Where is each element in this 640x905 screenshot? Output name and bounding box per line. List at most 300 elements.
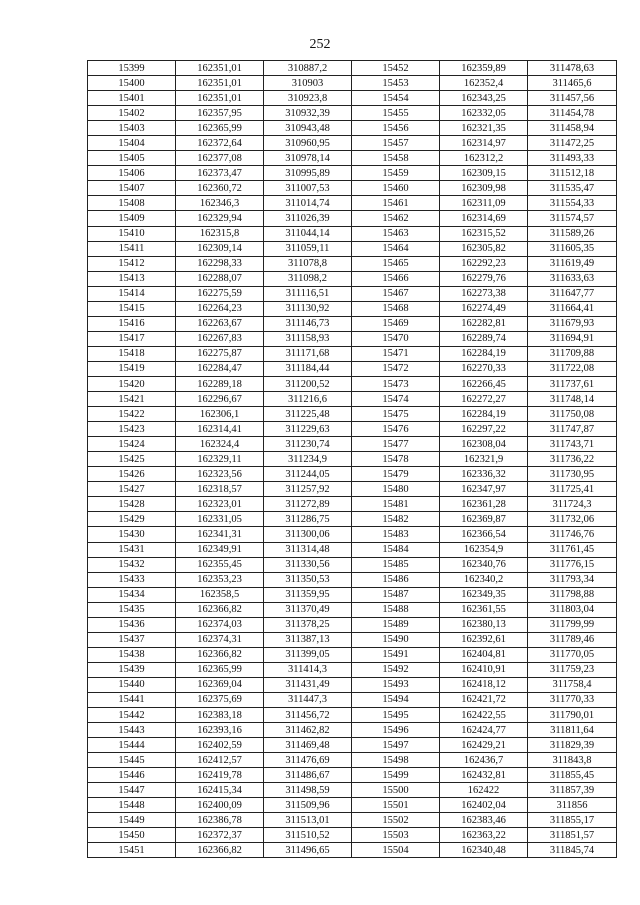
table-cell-point-number: 15424	[88, 437, 176, 452]
table-cell-x-coordinate: 162315,8	[176, 226, 264, 241]
table-cell-y-coordinate: 311535,47	[528, 181, 617, 196]
table-row	[88, 602, 617, 617]
table-cell-x-coordinate: 162315,52	[440, 226, 528, 241]
table-row	[88, 346, 617, 361]
table-cell-x-coordinate: 162296,67	[176, 392, 264, 407]
table-cell-x-coordinate: 162365,99	[176, 121, 264, 136]
table-cell-x-coordinate: 162289,74	[440, 331, 528, 346]
table-cell-x-coordinate: 162418,12	[440, 677, 528, 692]
table-cell-x-coordinate: 162309,14	[176, 241, 264, 256]
table-row	[88, 331, 617, 346]
table-cell-y-coordinate: 311554,33	[528, 196, 617, 211]
table-row	[88, 527, 617, 542]
table-cell-y-coordinate: 311230,74	[264, 437, 352, 452]
table-cell-point-number: 15443	[88, 723, 176, 738]
table-cell-point-number: 15471	[352, 346, 440, 361]
table-cell-x-coordinate: 162374,31	[176, 632, 264, 647]
table-cell-x-coordinate: 162298,33	[176, 256, 264, 271]
table-row	[88, 422, 617, 437]
table-row	[88, 136, 617, 151]
table-cell-point-number: 15495	[352, 708, 440, 723]
table-cell-x-coordinate: 162349,91	[176, 542, 264, 557]
table-cell-x-coordinate: 162402,59	[176, 738, 264, 753]
table-cell-y-coordinate: 311486,67	[264, 768, 352, 783]
table-row	[88, 467, 617, 482]
table-cell-point-number: 15437	[88, 632, 176, 647]
table-cell-x-coordinate: 162360,72	[176, 181, 264, 196]
table-row	[88, 542, 617, 557]
table-cell-x-coordinate: 162346,3	[176, 196, 264, 211]
table-cell-x-coordinate: 162422,55	[440, 708, 528, 723]
table-cell-point-number: 15403	[88, 121, 176, 136]
table-cell-point-number: 15429	[88, 512, 176, 527]
table-cell-x-coordinate: 162284,19	[440, 346, 528, 361]
table-cell-point-number: 15441	[88, 692, 176, 707]
table-row	[88, 392, 617, 407]
table-cell-x-coordinate: 162374,03	[176, 617, 264, 632]
table-cell-point-number: 15504	[352, 843, 440, 858]
table-cell-point-number: 15422	[88, 407, 176, 422]
table-row	[88, 106, 617, 121]
table-cell-y-coordinate: 311314,48	[264, 542, 352, 557]
table-cell-point-number: 15475	[352, 407, 440, 422]
table-row	[88, 76, 617, 91]
table-cell-y-coordinate: 311855,45	[528, 768, 617, 783]
table-row	[88, 587, 617, 602]
table-cell-x-coordinate: 162340,2	[440, 572, 528, 587]
table-cell-point-number: 15460	[352, 181, 440, 196]
table-cell-point-number: 15502	[352, 813, 440, 828]
table-cell-x-coordinate: 162366,82	[176, 602, 264, 617]
table-row	[88, 768, 617, 783]
table-cell-y-coordinate: 311116,51	[264, 286, 352, 301]
table-cell-point-number: 15487	[352, 587, 440, 602]
table-cell-x-coordinate: 162353,23	[176, 572, 264, 587]
table-cell-x-coordinate: 162354,9	[440, 542, 528, 557]
table-cell-point-number: 15494	[352, 692, 440, 707]
table-row	[88, 91, 617, 106]
page-number: 252	[309, 37, 331, 52]
table-cell-y-coordinate: 311350,53	[264, 572, 352, 587]
table-cell-point-number: 15440	[88, 677, 176, 692]
table-cell-y-coordinate: 311724,3	[528, 497, 617, 512]
table-cell-y-coordinate: 311014,74	[264, 196, 352, 211]
table-cell-x-coordinate: 162274,49	[440, 301, 528, 316]
table-cell-x-coordinate: 162297,22	[440, 422, 528, 437]
table-cell-point-number: 15399	[88, 61, 176, 76]
table-cell-point-number: 15423	[88, 422, 176, 437]
table-cell-y-coordinate: 311736,22	[528, 452, 617, 467]
table-row	[88, 226, 617, 241]
table-cell-x-coordinate: 162393,16	[176, 723, 264, 738]
table-cell-point-number: 15448	[88, 798, 176, 813]
table-cell-point-number: 15415	[88, 301, 176, 316]
table-cell-y-coordinate: 310903	[264, 76, 352, 91]
table-cell-x-coordinate: 162410,91	[440, 662, 528, 677]
table-cell-x-coordinate: 162357,95	[176, 106, 264, 121]
table-cell-point-number: 15501	[352, 798, 440, 813]
table-cell-point-number: 15411	[88, 241, 176, 256]
table-cell-point-number: 15450	[88, 828, 176, 843]
table-cell-x-coordinate: 162412,57	[176, 753, 264, 768]
table-cell-y-coordinate: 311856	[528, 798, 617, 813]
table-cell-x-coordinate: 162267,83	[176, 331, 264, 346]
table-cell-point-number: 15464	[352, 241, 440, 256]
table-cell-point-number: 15412	[88, 256, 176, 271]
table-cell-y-coordinate: 311776,15	[528, 557, 617, 572]
table-cell-y-coordinate: 311743,71	[528, 437, 617, 452]
table-cell-x-coordinate: 162421,72	[440, 692, 528, 707]
table-row	[88, 286, 617, 301]
table-cell-y-coordinate: 311737,61	[528, 376, 617, 391]
table-cell-point-number: 15447	[88, 783, 176, 798]
table-cell-x-coordinate: 162306,1	[176, 407, 264, 422]
table-row	[88, 241, 617, 256]
table-cell-y-coordinate: 311510,52	[264, 828, 352, 843]
table-row	[88, 677, 617, 692]
table-cell-y-coordinate: 310923,8	[264, 91, 352, 106]
table-cell-y-coordinate: 311770,05	[528, 647, 617, 662]
table-cell-x-coordinate: 162383,46	[440, 813, 528, 828]
table-cell-point-number: 15406	[88, 166, 176, 181]
coordinates-table	[87, 60, 617, 858]
table-cell-x-coordinate: 162275,59	[176, 286, 264, 301]
table-cell-y-coordinate: 311026,39	[264, 211, 352, 226]
table-cell-y-coordinate: 311044,14	[264, 226, 352, 241]
table-cell-y-coordinate: 311746,76	[528, 527, 617, 542]
table-cell-y-coordinate: 311798,88	[528, 587, 617, 602]
table-cell-point-number: 15451	[88, 843, 176, 858]
table-cell-y-coordinate: 311234,9	[264, 452, 352, 467]
table-cell-point-number: 15461	[352, 196, 440, 211]
table-cell-x-coordinate: 162314,41	[176, 422, 264, 437]
table-cell-x-coordinate: 162292,23	[440, 256, 528, 271]
table-row	[88, 828, 617, 843]
table-cell-x-coordinate: 162351,01	[176, 91, 264, 106]
table-cell-point-number: 15484	[352, 542, 440, 557]
table-cell-x-coordinate: 162311,09	[440, 196, 528, 211]
table-row	[88, 512, 617, 527]
table-cell-y-coordinate: 311257,92	[264, 482, 352, 497]
table-cell-y-coordinate: 311229,63	[264, 422, 352, 437]
table-row	[88, 181, 617, 196]
table-cell-x-coordinate: 162415,34	[176, 783, 264, 798]
table-cell-point-number: 15472	[352, 361, 440, 376]
table-cell-point-number: 15469	[352, 316, 440, 331]
table-cell-x-coordinate: 162432,81	[440, 768, 528, 783]
table-cell-point-number: 15474	[352, 392, 440, 407]
table-cell-x-coordinate: 162383,18	[176, 708, 264, 723]
table-cell-y-coordinate: 311496,65	[264, 843, 352, 858]
table-cell-x-coordinate: 162273,38	[440, 286, 528, 301]
table-cell-point-number: 15457	[352, 136, 440, 151]
table-row	[88, 647, 617, 662]
table-cell-x-coordinate: 162289,18	[176, 376, 264, 391]
table-cell-y-coordinate: 311725,41	[528, 482, 617, 497]
table-cell-point-number: 15498	[352, 753, 440, 768]
table-cell-x-coordinate: 162366,82	[176, 647, 264, 662]
table-cell-y-coordinate: 311399,05	[264, 647, 352, 662]
table-row	[88, 798, 617, 813]
table-cell-x-coordinate: 162340,48	[440, 843, 528, 858]
table-cell-y-coordinate: 311759,23	[528, 662, 617, 677]
table-cell-point-number: 15402	[88, 106, 176, 121]
table-row	[88, 301, 617, 316]
table-cell-y-coordinate: 310887,2	[264, 61, 352, 76]
table-cell-point-number: 15490	[352, 632, 440, 647]
table-cell-y-coordinate: 311007,53	[264, 181, 352, 196]
table-cell-point-number: 15446	[88, 768, 176, 783]
table-cell-point-number: 15492	[352, 662, 440, 677]
table-cell-point-number: 15462	[352, 211, 440, 226]
table-row	[88, 376, 617, 391]
table-cell-x-coordinate: 162380,13	[440, 617, 528, 632]
table-cell-point-number: 15497	[352, 738, 440, 753]
table-cell-y-coordinate: 311722,08	[528, 361, 617, 376]
table-cell-point-number: 15491	[352, 647, 440, 662]
table-cell-x-coordinate: 162375,69	[176, 692, 264, 707]
table-cell-point-number: 15444	[88, 738, 176, 753]
table-cell-x-coordinate: 162309,15	[440, 166, 528, 181]
table-cell-y-coordinate: 311790,01	[528, 708, 617, 723]
table-cell-y-coordinate: 311370,49	[264, 602, 352, 617]
table-cell-y-coordinate: 311589,26	[528, 226, 617, 241]
table-cell-x-coordinate: 162372,64	[176, 136, 264, 151]
table-cell-x-coordinate: 162361,55	[440, 602, 528, 617]
table-cell-point-number: 15459	[352, 166, 440, 181]
table-cell-y-coordinate: 311469,48	[264, 738, 352, 753]
table-cell-x-coordinate: 162324,4	[176, 437, 264, 452]
table-cell-y-coordinate: 311845,74	[528, 843, 617, 858]
table-cell-x-coordinate: 162341,31	[176, 527, 264, 542]
table-cell-x-coordinate: 162372,37	[176, 828, 264, 843]
table-row	[88, 723, 617, 738]
table-cell-x-coordinate: 162351,01	[176, 76, 264, 91]
table-cell-point-number: 15439	[88, 662, 176, 677]
table-cell-x-coordinate: 162329,94	[176, 211, 264, 226]
table-cell-point-number: 15453	[352, 76, 440, 91]
table-cell-y-coordinate: 311387,13	[264, 632, 352, 647]
table-cell-x-coordinate: 162279,76	[440, 271, 528, 286]
table-cell-y-coordinate: 311225,48	[264, 407, 352, 422]
table-cell-point-number: 15468	[352, 301, 440, 316]
table-cell-x-coordinate: 162272,27	[440, 392, 528, 407]
table-cell-point-number: 15483	[352, 527, 440, 542]
table-cell-y-coordinate: 311476,69	[264, 753, 352, 768]
table-cell-point-number: 15482	[352, 512, 440, 527]
table-cell-point-number: 15427	[88, 482, 176, 497]
table-cell-point-number: 15428	[88, 497, 176, 512]
table-cell-point-number: 15449	[88, 813, 176, 828]
table-cell-point-number: 15413	[88, 271, 176, 286]
table-row	[88, 271, 617, 286]
coordinates-table-body	[88, 61, 617, 858]
table-row	[88, 557, 617, 572]
table-cell-x-coordinate: 162329,11	[176, 452, 264, 467]
table-cell-point-number: 15430	[88, 527, 176, 542]
table-cell-y-coordinate: 311472,25	[528, 136, 617, 151]
table-cell-x-coordinate: 162429,21	[440, 738, 528, 753]
table-row	[88, 662, 617, 677]
table-cell-y-coordinate: 311747,87	[528, 422, 617, 437]
table-cell-x-coordinate: 162377,08	[176, 151, 264, 166]
table-row	[88, 572, 617, 587]
table-cell-x-coordinate: 162359,89	[440, 61, 528, 76]
table-cell-point-number: 15420	[88, 376, 176, 391]
table-cell-y-coordinate: 311130,92	[264, 301, 352, 316]
table-cell-point-number: 15436	[88, 617, 176, 632]
table-row	[88, 452, 617, 467]
table-cell-y-coordinate: 311789,46	[528, 632, 617, 647]
table-cell-x-coordinate: 162305,82	[440, 241, 528, 256]
table-cell-y-coordinate: 311272,89	[264, 497, 352, 512]
table-row	[88, 692, 617, 707]
table-cell-y-coordinate: 311694,91	[528, 331, 617, 346]
table-cell-y-coordinate: 311855,17	[528, 813, 617, 828]
table-cell-x-coordinate: 162321,9	[440, 452, 528, 467]
table-cell-y-coordinate: 311679,93	[528, 316, 617, 331]
table-cell-x-coordinate: 162312,2	[440, 151, 528, 166]
table-cell-y-coordinate: 311184,44	[264, 361, 352, 376]
table-cell-point-number: 15414	[88, 286, 176, 301]
table-cell-y-coordinate: 311454,78	[528, 106, 617, 121]
table-cell-point-number: 15405	[88, 151, 176, 166]
table-cell-y-coordinate: 311509,96	[264, 798, 352, 813]
table-cell-point-number: 15410	[88, 226, 176, 241]
table-cell-point-number: 15493	[352, 677, 440, 692]
table-cell-y-coordinate: 311414,3	[264, 662, 352, 677]
table-cell-point-number: 15477	[352, 437, 440, 452]
table-cell-point-number: 15407	[88, 181, 176, 196]
table-cell-point-number: 15432	[88, 557, 176, 572]
table-cell-x-coordinate: 162263,67	[176, 316, 264, 331]
table-cell-point-number: 15452	[352, 61, 440, 76]
table-cell-point-number: 15400	[88, 76, 176, 91]
table-cell-x-coordinate: 162424,77	[440, 723, 528, 738]
table-row	[88, 437, 617, 452]
table-cell-point-number: 15470	[352, 331, 440, 346]
table-cell-point-number: 15431	[88, 542, 176, 557]
table-row	[88, 482, 617, 497]
table-cell-x-coordinate: 162392,61	[440, 632, 528, 647]
table-cell-x-coordinate: 162314,97	[440, 136, 528, 151]
table-cell-y-coordinate: 311647,77	[528, 286, 617, 301]
table-cell-point-number: 15476	[352, 422, 440, 437]
table-cell-y-coordinate: 311851,57	[528, 828, 617, 843]
table-cell-point-number: 15473	[352, 376, 440, 391]
table-cell-point-number: 15489	[352, 617, 440, 632]
table-cell-x-coordinate: 162309,98	[440, 181, 528, 196]
table-row	[88, 407, 617, 422]
table-cell-x-coordinate: 162332,05	[440, 106, 528, 121]
table-cell-point-number: 15435	[88, 602, 176, 617]
table-cell-x-coordinate: 162436,7	[440, 753, 528, 768]
table-cell-x-coordinate: 162264,23	[176, 301, 264, 316]
table-row	[88, 196, 617, 211]
table-cell-y-coordinate: 311431,49	[264, 677, 352, 692]
table-cell-point-number: 15426	[88, 467, 176, 482]
table-cell-y-coordinate: 311619,49	[528, 256, 617, 271]
table-cell-point-number: 15401	[88, 91, 176, 106]
table-cell-point-number: 15442	[88, 708, 176, 723]
table-cell-x-coordinate: 162336,32	[440, 467, 528, 482]
table-cell-y-coordinate: 311605,35	[528, 241, 617, 256]
table-cell-x-coordinate: 162404,81	[440, 647, 528, 662]
table-row	[88, 753, 617, 768]
table-cell-y-coordinate: 311447,3	[264, 692, 352, 707]
table-cell-y-coordinate: 311748,14	[528, 392, 617, 407]
table-cell-x-coordinate: 162282,81	[440, 316, 528, 331]
table-cell-y-coordinate: 311758,4	[528, 677, 617, 692]
table-cell-x-coordinate: 162321,35	[440, 121, 528, 136]
table-cell-x-coordinate: 162366,82	[176, 843, 264, 858]
table-cell-x-coordinate: 162373,47	[176, 166, 264, 181]
table-row	[88, 121, 617, 136]
table-cell-point-number: 15418	[88, 346, 176, 361]
table-cell-y-coordinate: 311761,45	[528, 542, 617, 557]
table-cell-x-coordinate: 162349,35	[440, 587, 528, 602]
table-cell-point-number: 15485	[352, 557, 440, 572]
table-cell-x-coordinate: 162355,45	[176, 557, 264, 572]
table-cell-x-coordinate: 162402,04	[440, 798, 528, 813]
table-row	[88, 738, 617, 753]
table-row	[88, 617, 617, 632]
table-cell-y-coordinate: 311216,6	[264, 392, 352, 407]
table-cell-y-coordinate: 311843,8	[528, 753, 617, 768]
table-cell-x-coordinate: 162358,5	[176, 587, 264, 602]
table-cell-y-coordinate: 311286,75	[264, 512, 352, 527]
table-cell-point-number: 15458	[352, 151, 440, 166]
table-cell-x-coordinate: 162284,19	[440, 407, 528, 422]
table-row	[88, 813, 617, 828]
table-cell-y-coordinate: 311478,63	[528, 61, 617, 76]
table-cell-point-number: 15433	[88, 572, 176, 587]
table-cell-y-coordinate: 311462,82	[264, 723, 352, 738]
table-cell-point-number: 15478	[352, 452, 440, 467]
table-cell-point-number: 15445	[88, 753, 176, 768]
table-cell-point-number: 15404	[88, 136, 176, 151]
table-cell-x-coordinate: 162369,04	[176, 677, 264, 692]
table-cell-x-coordinate: 162284,47	[176, 361, 264, 376]
table-cell-x-coordinate: 162422	[440, 783, 528, 798]
table-cell-y-coordinate: 311857,39	[528, 783, 617, 798]
table-cell-y-coordinate: 311458,94	[528, 121, 617, 136]
table-row	[88, 316, 617, 331]
table-cell-point-number: 15454	[352, 91, 440, 106]
table-cell-y-coordinate: 311770,33	[528, 692, 617, 707]
table-cell-x-coordinate: 162363,22	[440, 828, 528, 843]
table-cell-point-number: 15480	[352, 482, 440, 497]
table-cell-x-coordinate: 162351,01	[176, 61, 264, 76]
table-cell-y-coordinate: 311730,95	[528, 467, 617, 482]
table-row	[88, 843, 617, 858]
table-cell-y-coordinate: 311378,25	[264, 617, 352, 632]
table-row	[88, 361, 617, 376]
table-cell-y-coordinate: 311457,56	[528, 91, 617, 106]
table-cell-x-coordinate: 162400,09	[176, 798, 264, 813]
table-cell-point-number: 15409	[88, 211, 176, 226]
table-cell-y-coordinate: 311803,04	[528, 602, 617, 617]
table-row	[88, 166, 617, 181]
table-cell-x-coordinate: 162288,07	[176, 271, 264, 286]
table-cell-x-coordinate: 162275,87	[176, 346, 264, 361]
table-cell-y-coordinate: 311171,68	[264, 346, 352, 361]
table-cell-point-number: 15479	[352, 467, 440, 482]
table-cell-point-number: 15466	[352, 271, 440, 286]
table-cell-y-coordinate: 311078,8	[264, 256, 352, 271]
table-cell-x-coordinate: 162323,56	[176, 467, 264, 482]
table-cell-y-coordinate: 311493,33	[528, 151, 617, 166]
